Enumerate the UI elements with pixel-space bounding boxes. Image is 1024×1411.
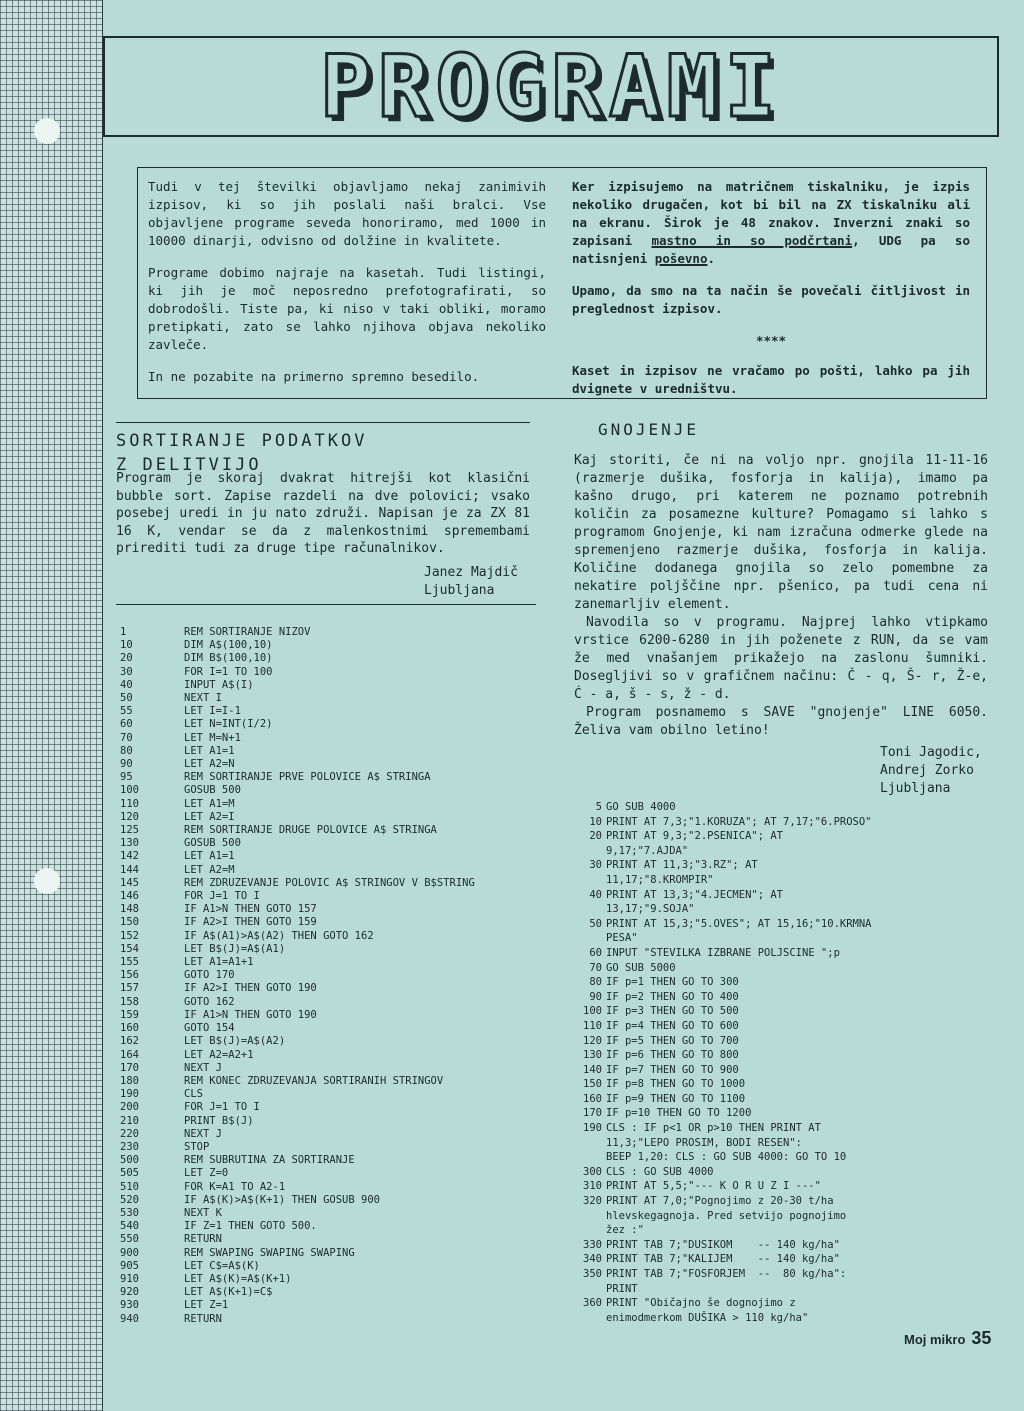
code-statement: LET I=I-1 bbox=[184, 705, 241, 718]
code-statement: PRINT AT 7,3;"1.KORUZA"; AT 7,17;"6.PROSO" bbox=[606, 815, 872, 828]
line-number: 940 bbox=[120, 1312, 139, 1325]
line-number: 920 bbox=[120, 1286, 139, 1299]
line-number: 157 bbox=[120, 982, 139, 995]
code-line bbox=[120, 864, 560, 877]
code-line bbox=[120, 903, 560, 916]
code-statement: REM SORTIRANJE DRUGE POLOVICE A$ STRINGA bbox=[184, 824, 437, 837]
line-number: 510 bbox=[120, 1180, 139, 1193]
code-line bbox=[120, 996, 560, 1009]
notice-paragraph bbox=[572, 178, 970, 268]
page-number: 35 bbox=[971, 1328, 992, 1348]
code-statement: PRINT TAB 7;"FOSFORJEM -- 80 kg/ha": PRINT bbox=[606, 1268, 847, 1295]
code-line bbox=[578, 1106, 998, 1121]
code-line bbox=[120, 877, 560, 890]
code-statement: FOR J=1 TO I bbox=[184, 890, 260, 903]
code-statement: IF A1>N THEN GOTO 190 bbox=[184, 1008, 317, 1021]
code-line bbox=[120, 1220, 560, 1233]
line-number: 900 bbox=[120, 1246, 139, 1259]
text-run: . bbox=[707, 251, 716, 266]
code-line bbox=[578, 858, 998, 887]
code-line bbox=[120, 758, 560, 771]
code-statement: GOTO 170 bbox=[184, 969, 235, 982]
code-statement: PRINT AT 5,5;"--- K O R U Z I ---" bbox=[606, 1180, 821, 1193]
code-statement: IF Z=1 THEN GOTO 500. bbox=[184, 1220, 317, 1233]
code-statement: REM SORTIRANJE PRVE POLOVICE A$ STRINGA bbox=[184, 771, 431, 784]
gno-paragraph: Program posnamemo s SAVE "gnojenje" LINE 6050. Želiva vam obilno letino! bbox=[574, 705, 988, 738]
line-number: 140 bbox=[583, 1063, 602, 1076]
code-line bbox=[120, 771, 560, 784]
code-statement: IF p=4 THEN GO TO 600 bbox=[606, 1019, 739, 1032]
line-number: 230 bbox=[120, 1140, 139, 1153]
line-number: 5 bbox=[595, 801, 602, 813]
line-number: 146 bbox=[120, 890, 139, 903]
sort-author bbox=[424, 564, 518, 600]
line-number: 55 bbox=[120, 705, 133, 718]
line-number: 148 bbox=[120, 903, 139, 916]
line-number: 520 bbox=[120, 1193, 139, 1206]
code-statement: IF p=7 THEN GO TO 900 bbox=[606, 1063, 739, 1076]
code-line bbox=[120, 1286, 560, 1299]
line-number: 10 bbox=[120, 639, 133, 652]
line-number: 70 bbox=[589, 961, 602, 974]
code-statement: LET A1=1 bbox=[184, 850, 235, 863]
code-line bbox=[120, 745, 560, 758]
code-statement: LET C$=A$(K) bbox=[184, 1259, 260, 1272]
code-statement: RETURN bbox=[184, 1233, 222, 1246]
code-statement: CLS : IF p<1 OR p>10 THEN PRINT AT 11,3;"LEPO PROSIM, BODI RESEN": BEEP 1,20: CLS : GO SUB 4000: GO TO 10 bbox=[606, 1122, 847, 1164]
line-number: 50 bbox=[589, 917, 602, 930]
code-statement: IF p=1 THEN GO TO 300 bbox=[606, 976, 739, 989]
line-number: 162 bbox=[120, 1035, 139, 1048]
binder-hole bbox=[34, 118, 60, 144]
code-statement: PRINT AT 15,3;"5.OVES"; AT 15,16;"10.KRMNA PESA" bbox=[606, 917, 872, 945]
code-statement: LET A$(K)=A$(K+1) bbox=[184, 1272, 292, 1285]
code-line bbox=[120, 639, 560, 652]
code-line bbox=[120, 1101, 560, 1114]
line-number: 130 bbox=[120, 837, 139, 850]
code-line bbox=[120, 1273, 560, 1286]
line-number: 154 bbox=[120, 942, 139, 955]
line-number: 300 bbox=[583, 1165, 602, 1178]
masthead-title: PROGRAMI bbox=[319, 36, 783, 137]
sort-article-body: Program je skoraj dvakrat hitrejši kot klasični bubble sort. Zapise razdeli na dve polovici; vsako posebej uredi in ju nato združi. Napisan je za ZX 81 16 K, vendar se da z malenkostnimi spremembami prirediti tudi za druge tipe računalnikov. bbox=[116, 471, 530, 556]
code-statement: LET B$(J)=A$(A2) bbox=[184, 1035, 286, 1048]
code-statement: CLS : GO SUB 4000 bbox=[606, 1165, 714, 1178]
code-statement: LET Z=1 bbox=[184, 1299, 229, 1312]
code-line bbox=[578, 1121, 998, 1165]
line-number: 120 bbox=[583, 1034, 602, 1047]
code-line bbox=[578, 815, 998, 830]
code-line bbox=[120, 1115, 560, 1128]
line-number: 220 bbox=[120, 1127, 139, 1140]
line-number: 144 bbox=[120, 863, 139, 876]
code-line bbox=[578, 1238, 998, 1253]
code-statement: LET M=N+1 bbox=[184, 731, 241, 744]
line-number: 40 bbox=[589, 888, 602, 901]
code-line bbox=[120, 1009, 560, 1022]
line-number: 360 bbox=[583, 1297, 602, 1310]
line-number: 10 bbox=[589, 815, 602, 828]
code-line bbox=[120, 1247, 560, 1260]
sort-article-title bbox=[116, 422, 530, 477]
code-statement: GOTO 154 bbox=[184, 1022, 235, 1035]
code-statement: PRINT AT 13,3;"4.JECMEN"; AT 13,17;"9.SOJA" bbox=[606, 888, 784, 916]
line-number: 20 bbox=[589, 830, 602, 843]
line-number: 170 bbox=[583, 1107, 602, 1120]
line-number: 160 bbox=[583, 1092, 602, 1105]
underlined-text: poševno bbox=[654, 251, 708, 266]
code-line bbox=[578, 1194, 998, 1238]
line-number: 540 bbox=[120, 1220, 139, 1233]
author-name: Toni Jagodic, bbox=[880, 745, 982, 760]
line-number: 30 bbox=[589, 859, 602, 872]
title-line: Z DELITVIJO bbox=[116, 455, 262, 475]
line-number: 910 bbox=[120, 1272, 139, 1285]
line-number: 330 bbox=[583, 1238, 602, 1251]
line-number: 150 bbox=[583, 1078, 602, 1091]
code-line bbox=[120, 705, 560, 718]
code-statement: PRINT TAB 7;"KALIJEM -- 140 kg/ha" bbox=[606, 1253, 840, 1266]
notice-paragraph: Kaset in izpisov ne vračamo po pošti, lahko pa jih dvignete v uredništvu. bbox=[572, 363, 970, 396]
line-number: 120 bbox=[120, 810, 139, 823]
code-line bbox=[120, 1207, 560, 1220]
code-line bbox=[120, 798, 560, 811]
code-line bbox=[578, 946, 998, 961]
code-line bbox=[578, 1034, 998, 1049]
code-line bbox=[120, 626, 560, 639]
binder-hole bbox=[34, 868, 60, 894]
line-number: 70 bbox=[120, 731, 133, 744]
line-number: 158 bbox=[120, 995, 139, 1008]
line-number: 150 bbox=[120, 916, 139, 929]
line-number: 60 bbox=[120, 718, 133, 731]
editorial-notice bbox=[137, 167, 987, 399]
notice-paragraph: Tudi v tej številki objavljamo nekaj zanimivih izpisov, ki so jih poslali naši bralci. Vse objavljene programe seveda honoriramo, med 1000 in 10000 dinarji, odvisno od dolžine in kvalitete. bbox=[148, 179, 546, 248]
code-line bbox=[120, 1062, 560, 1075]
code-statement: LET A2=M bbox=[184, 863, 235, 876]
gno-paragraph: Navodila so v programu. Najprej lahko vtipkamo vrstice 6200-6280 in jih poženete z RUN, da se vam že med vnašanjem prikažejo na zaslonu šumniki. Dosegljivi so v grafičnem načinu: Č - q, Š- r, Ž-e, Ć - a, š - s, ž - d. bbox=[574, 615, 988, 702]
code-line bbox=[578, 1267, 998, 1296]
code-line bbox=[120, 850, 560, 863]
code-statement: LET B$(J)=A$(A1) bbox=[184, 942, 286, 955]
code-line bbox=[120, 1154, 560, 1167]
code-line bbox=[120, 732, 560, 745]
text-run: , UDG pa so natisnjeni bbox=[572, 233, 970, 266]
line-number: 159 bbox=[120, 1008, 139, 1021]
code-statement: PRINT TAB 7;"DUSIKOM -- 140 kg/ha" bbox=[606, 1238, 840, 1251]
code-line bbox=[120, 1088, 560, 1101]
code-statement: REM ZDRUZEVANJE POLOVIC A$ STRINGOV V B$STRING bbox=[184, 876, 475, 889]
title-line: SORTIRANJE PODATKOV bbox=[116, 431, 368, 451]
code-statement: IF A1>N THEN GOTO 157 bbox=[184, 903, 317, 916]
code-line bbox=[578, 1019, 998, 1034]
code-statement: IF p=10 THEN GO TO 1200 bbox=[606, 1107, 752, 1120]
code-line bbox=[578, 888, 998, 917]
line-number: 100 bbox=[120, 784, 139, 797]
line-number: 156 bbox=[120, 969, 139, 982]
line-number: 90 bbox=[589, 990, 602, 1003]
code-statement: LET A2=N bbox=[184, 758, 235, 771]
code-line bbox=[120, 969, 560, 982]
code-line bbox=[578, 800, 998, 815]
gno-article-body bbox=[574, 452, 988, 740]
line-number: 110 bbox=[583, 1019, 602, 1032]
line-number: 320 bbox=[583, 1195, 602, 1208]
code-line bbox=[578, 1165, 998, 1180]
code-line bbox=[578, 1048, 998, 1063]
line-number: 190 bbox=[120, 1088, 139, 1101]
author-name: Janez Majdič bbox=[424, 565, 518, 580]
code-line bbox=[120, 1181, 560, 1194]
code-line bbox=[578, 829, 998, 858]
code-line bbox=[120, 837, 560, 850]
line-number: 40 bbox=[120, 678, 133, 691]
code-line bbox=[578, 1063, 998, 1078]
line-number: 310 bbox=[583, 1180, 602, 1193]
code-statement: IF p=6 THEN GO TO 800 bbox=[606, 1049, 739, 1062]
line-number: 95 bbox=[120, 771, 133, 784]
line-number: 160 bbox=[120, 1022, 139, 1035]
code-line bbox=[120, 1128, 560, 1141]
code-statement: PRINT AT 9,3;"2.PSENICA"; AT 9,17;"7.AJDA" bbox=[606, 830, 784, 857]
line-number: 210 bbox=[120, 1114, 139, 1127]
line-number: 930 bbox=[120, 1299, 139, 1312]
code-statement: RETURN bbox=[184, 1312, 222, 1325]
code-statement: GOSUB 500 bbox=[184, 784, 241, 797]
line-number: 200 bbox=[120, 1101, 139, 1114]
code-line bbox=[578, 1004, 998, 1019]
code-statement: LET A1=A1+1 bbox=[184, 956, 254, 969]
line-number: 130 bbox=[583, 1049, 602, 1062]
sort-listing bbox=[120, 626, 560, 1326]
gno-article-title: GNOJENJE bbox=[598, 420, 700, 439]
line-number: 110 bbox=[120, 797, 139, 810]
code-statement: INPUT A$(I) bbox=[184, 678, 254, 691]
code-statement: REM SORTIRANJE NIZOV bbox=[184, 626, 311, 638]
code-line bbox=[120, 1022, 560, 1035]
notice-right-column bbox=[572, 178, 970, 412]
code-statement: IF p=2 THEN GO TO 400 bbox=[606, 990, 739, 1003]
author-city: Ljubljana bbox=[880, 781, 951, 796]
gno-listing bbox=[578, 800, 998, 1325]
page-footer bbox=[904, 1328, 991, 1349]
line-number: 20 bbox=[120, 652, 133, 665]
line-number: 142 bbox=[120, 850, 139, 863]
code-statement: NEXT J bbox=[184, 1061, 222, 1074]
line-number: 80 bbox=[120, 744, 133, 757]
code-line bbox=[578, 917, 998, 946]
code-line bbox=[578, 1077, 998, 1092]
code-line bbox=[120, 652, 560, 665]
code-statement: LET A$(K+1)=C$ bbox=[184, 1286, 273, 1299]
code-statement: DIM A$(100,10) bbox=[184, 639, 273, 652]
code-line bbox=[120, 692, 560, 705]
separator-stars: **** bbox=[755, 333, 787, 348]
code-statement: IF p=3 THEN GO TO 500 bbox=[606, 1005, 739, 1018]
code-statement: IF A$(A1)>A$(A2) THEN GOTO 162 bbox=[184, 929, 374, 942]
underlined-text: mastno in so podčrtani bbox=[651, 233, 853, 248]
code-statement: GOSUB 500 bbox=[184, 837, 241, 850]
code-statement: LET A1=1 bbox=[184, 744, 235, 757]
code-statement: PRINT AT 11,3;"3.RZ"; AT 11,17;"8.KROMPIR" bbox=[606, 859, 758, 886]
code-statement: PRINT "Običajno še dognojimo z enimodmerkom DUŠIKA > 110 kg/ha" bbox=[606, 1297, 809, 1324]
code-statement: FOR J=1 TO I bbox=[184, 1101, 260, 1114]
line-number: 530 bbox=[120, 1206, 139, 1219]
line-number: 180 bbox=[120, 1074, 139, 1087]
code-statement: FOR K=A1 TO A2-1 bbox=[184, 1180, 286, 1193]
code-statement: NEXT J bbox=[184, 1127, 222, 1140]
line-number: 50 bbox=[120, 692, 133, 705]
code-statement: IF p=5 THEN GO TO 700 bbox=[606, 1034, 739, 1047]
code-line bbox=[578, 961, 998, 976]
line-number: 80 bbox=[589, 976, 602, 989]
code-line bbox=[120, 1194, 560, 1207]
notice-left-column bbox=[148, 178, 546, 400]
code-statement: NEXT K bbox=[184, 1206, 222, 1219]
code-line bbox=[120, 930, 560, 943]
line-number: 125 bbox=[120, 824, 139, 837]
code-line bbox=[578, 1296, 998, 1325]
notice-paragraph: Upamo, da smo na ta način še povečali čitljivost in preglednost izpisov. bbox=[572, 283, 970, 316]
code-statement: IF A2>I THEN GOTO 159 bbox=[184, 916, 317, 929]
code-statement: REM KONEC ZDRUZEVANJA SORTIRANIH STRINGOV bbox=[184, 1074, 444, 1087]
magazine-name: Moj mikro bbox=[904, 1332, 966, 1347]
code-line bbox=[578, 990, 998, 1005]
line-number: 1 bbox=[120, 626, 127, 638]
code-statement: IF p=9 THEN GO TO 1100 bbox=[606, 1092, 746, 1105]
line-number: 60 bbox=[589, 946, 602, 959]
code-statement: LET A2=I bbox=[184, 810, 235, 823]
code-statement: REM SUBRUTINA ZA SORTIRANJE bbox=[184, 1154, 355, 1167]
code-line bbox=[120, 666, 560, 679]
code-statement: IF A2>I THEN GOTO 190 bbox=[184, 982, 317, 995]
masthead-box bbox=[103, 36, 999, 137]
code-line bbox=[120, 718, 560, 731]
code-statement: GO SUB 4000 bbox=[606, 801, 676, 813]
code-statement: NEXT I bbox=[184, 692, 222, 705]
line-number: 505 bbox=[120, 1167, 139, 1180]
code-line bbox=[120, 1167, 560, 1180]
code-statement: LET A1=M bbox=[184, 797, 235, 810]
code-line bbox=[578, 975, 998, 990]
code-line bbox=[120, 1049, 560, 1062]
code-line bbox=[578, 1092, 998, 1107]
code-line bbox=[120, 824, 560, 837]
code-line bbox=[120, 679, 560, 692]
code-line bbox=[120, 1233, 560, 1246]
line-number: 100 bbox=[583, 1005, 602, 1018]
line-number: 170 bbox=[120, 1061, 139, 1074]
notice-paragraph: In ne pozabite na primerno spremno besedilo. bbox=[148, 369, 480, 384]
code-line bbox=[120, 1299, 560, 1312]
line-number: 340 bbox=[583, 1253, 602, 1266]
line-number: 905 bbox=[120, 1259, 139, 1272]
line-number: 145 bbox=[120, 876, 139, 889]
line-number: 152 bbox=[120, 929, 139, 942]
author-name: Andrej Zorko bbox=[880, 763, 974, 778]
code-line bbox=[120, 890, 560, 903]
line-number: 30 bbox=[120, 665, 133, 678]
code-statement: GOTO 162 bbox=[184, 995, 235, 1008]
code-statement: IF A$(K)>A$(K+1) THEN GOSUB 900 bbox=[184, 1193, 380, 1206]
code-statement: LET A2=A2+1 bbox=[184, 1048, 254, 1061]
code-line bbox=[120, 1075, 560, 1088]
text-run: Ker izpisujemo na matričnem tiskalniku, je izpis nekoliko drugačen, kot bi bil na ZX tiskalniku ali na ekranu. Širok je 48 znakov. Inverzni znaki so zapisani bbox=[572, 179, 970, 248]
code-line bbox=[120, 784, 560, 797]
code-statement: FOR I=1 TO 100 bbox=[184, 665, 273, 678]
notice-paragraph: Programe dobimo najraje na kasetah. Tudi listingi, ki jih je moč neposredno prefotografirati, so dobrodošli. Tiste pa, ki niso v taki obliki, moramo pretipkati, zato se lahko njihova objava nekoliko zavleče. bbox=[148, 265, 546, 352]
code-statement: REM SWAPING SWAPING SWAPING bbox=[184, 1246, 355, 1259]
author-city: Ljubljana bbox=[424, 583, 495, 598]
code-statement: STOP bbox=[184, 1140, 210, 1153]
code-statement: IF p=8 THEN GO TO 1000 bbox=[606, 1078, 746, 1091]
code-line bbox=[120, 811, 560, 824]
code-line bbox=[120, 982, 560, 995]
code-statement: PRINT B$(J) bbox=[184, 1114, 254, 1127]
gno-authors bbox=[880, 744, 982, 798]
code-line bbox=[120, 956, 560, 969]
code-statement: LET N=INT(I/2) bbox=[184, 718, 273, 731]
code-line bbox=[578, 1179, 998, 1194]
code-line bbox=[120, 1313, 560, 1326]
code-statement: LET Z=0 bbox=[184, 1167, 229, 1180]
gno-paragraph: Kaj storiti, če ni na voljo npr. gnojila 11-11-16 (razmerje dušika, fosforja in kalija), imamo pa kašno drugo, pri katerem ne poznamo potrebnih količin za posamezne kulture? Pomagamo si lahko s programom Gnojenje, ki nam izračuna odmerke glede na spremenjeno razmerje dušika, fosforja in kalija. Količine dodanega gnojila so zelo pomembne za nekatire poljščine npr. pšenico, pa tudi cena ni zanemarljiv element. bbox=[574, 453, 988, 612]
code-line bbox=[578, 1252, 998, 1267]
code-line bbox=[120, 1260, 560, 1273]
code-line bbox=[120, 1141, 560, 1154]
line-number: 90 bbox=[120, 758, 133, 771]
graph-paper-margin bbox=[0, 0, 103, 1411]
code-line bbox=[120, 943, 560, 956]
code-line bbox=[120, 1035, 560, 1048]
code-statement: DIM B$(100,10) bbox=[184, 652, 273, 665]
line-number: 164 bbox=[120, 1048, 139, 1061]
line-number: 550 bbox=[120, 1233, 139, 1246]
line-number: 500 bbox=[120, 1154, 139, 1167]
code-statement: CLS bbox=[184, 1088, 203, 1101]
divider bbox=[116, 604, 536, 605]
code-statement: INPUT "STEVILKA IZBRANE POLJSCINE ";p bbox=[606, 946, 840, 959]
code-statement: PRINT AT 7,0;"Pognojimo z 20-30 t/ha hlevskegagnoja. Pred setvijo pognojimo žez :" bbox=[606, 1195, 847, 1237]
line-number: 155 bbox=[120, 956, 139, 969]
line-number: 350 bbox=[583, 1268, 602, 1280]
code-statement: GO SUB 5000 bbox=[606, 961, 676, 974]
code-line bbox=[120, 916, 560, 929]
line-number: 190 bbox=[583, 1122, 602, 1135]
